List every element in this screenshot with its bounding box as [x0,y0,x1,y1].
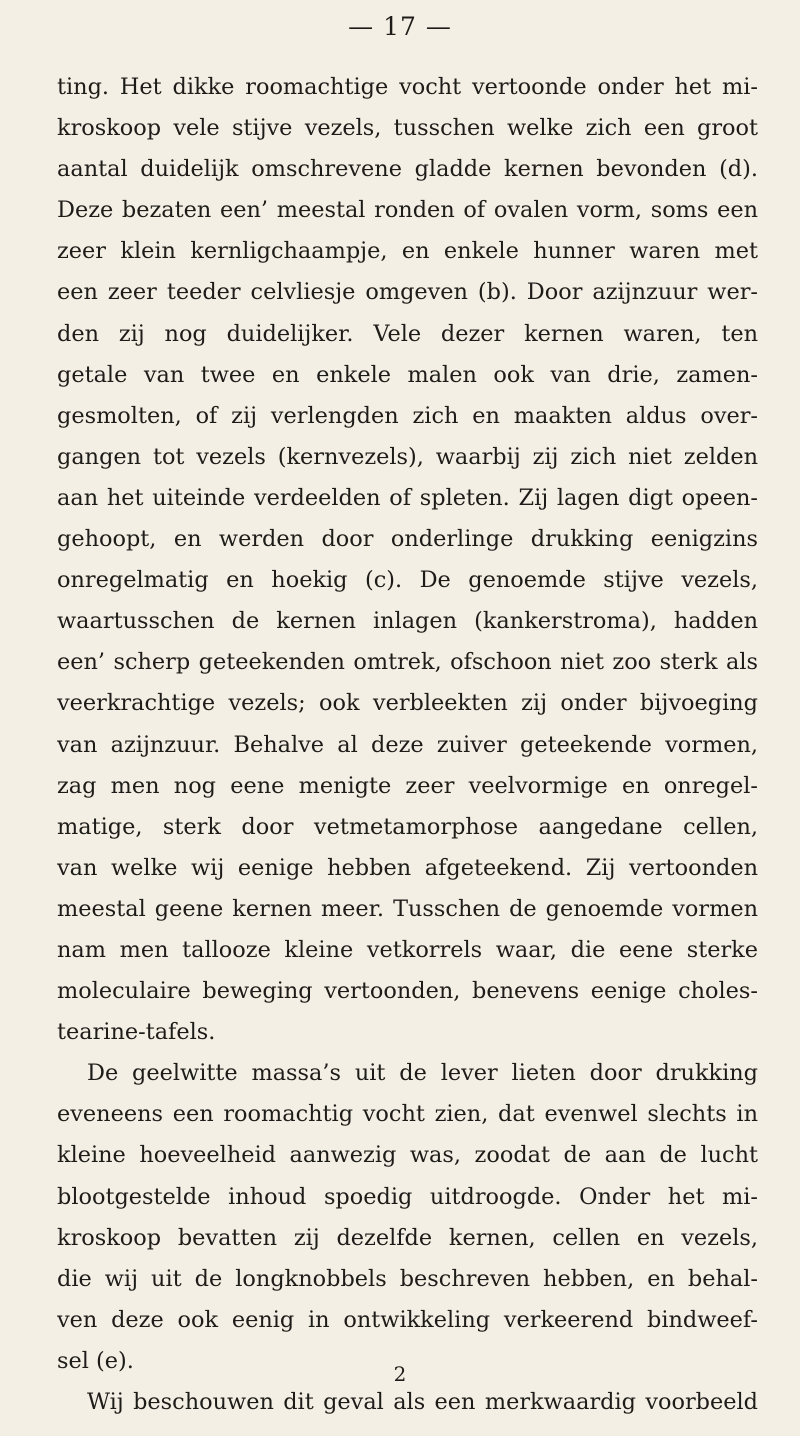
text-line: een zeer teeder celvliesje omgeven (b). Door azijnzuur wer- [57,279,758,306]
text-line: matige, sterk door vetmetamorphose aangedane cellen, [57,813,758,840]
text-line: meestal geene kernen meer. Tusschen de genoemde vormen [57,895,758,922]
signature-mark: 2 [393,1362,407,1386]
paragraph-start: De geelwitte massa’s uit de lever lieten door drukking [87,1060,758,1087]
text-line: zag men nog eene menigte zeer veelvormige en onregel- [57,772,758,799]
text-line: ven deze ook eenig in ontwikkeling verkeerend bindweef- [57,1306,758,1333]
text-line: aan het uiteinde verdeelden of spleten. Zij lagen digt opeen- [57,484,758,511]
paragraph-start: Wij beschouwen dit geval als een merkwaardig voorbeeld [87,1389,758,1415]
text-line: gangen tot vezels (kernvezels), waarbij zij zich niet zelden [57,443,758,470]
page-number: — 17 — [348,12,452,41]
text-line: Deze bezaten een’ meestal ronden of ovalen vorm, soms een [57,197,758,224]
text-line: van welke wij eenige hebben afgeteekend. Zij vertoonden [57,854,758,881]
text-line: den zij nog duidelijker. Vele dezer kernen waren, ten [57,320,758,347]
text-line: kleine hoeveelheid aanwezig was, zoodat de aan de lucht [57,1142,758,1169]
text-line: moleculaire beweging vertoonden, benevens eenige choles- [57,978,758,1005]
text-line: gesmolten, of zij verlengden zich en maakten aldus over- [57,402,758,429]
text-line: veerkrachtige vezels; ook verbleekten zij onder bijvoeging [57,690,758,717]
text-line: van azijnzuur. Behalve al deze zuiver geteekende vormen, [57,731,758,758]
text-line: ting. Het dikke roomachtige vocht vertoonde onder het mi- [57,74,758,100]
text-line: getale van twee en enkele malen ook van drie, zamen- [57,361,758,388]
text-line: een’ scherp geteekenden omtrek, ofschoon niet zoo sterk als [57,649,758,676]
text-line: nam men tallooze kleine vetkorrels waar, die eene sterke [57,936,758,963]
text-line: aantal duidelijk omschrevene gladde kernen bevonden (d). [57,156,758,183]
text-line: sel (e). [57,1347,134,1374]
text-line: onregelmatig en hoekig (c). De genoemde stijve vezels, [57,567,758,594]
text-line: kroskoop vele stijve vezels, tusschen welke zich een groot [57,115,758,142]
text-line: die wij uit de longknobbels beschreven hebben, en behal- [57,1265,758,1292]
text-line: kroskoop bevatten zij dezelfde kernen, cellen en vezels, [57,1224,758,1251]
text-line: waartusschen de kernen inlagen (kankerstroma), hadden [57,608,758,635]
text-line: blootgestelde inhoud spoedig uitdroogde. Onder het mi- [57,1183,758,1210]
text-line: gehoopt, en werden door onderlinge drukking eenigzins [57,526,758,553]
text-line: tearine-tafels. [57,1019,216,1046]
body-text [57,67,758,1423]
text-line: eveneens een roomachtig vocht zien, dat evenwel slechts in [57,1101,758,1128]
text-line: zeer klein kernligchaampje, en enkele hunner waren met [57,238,758,265]
